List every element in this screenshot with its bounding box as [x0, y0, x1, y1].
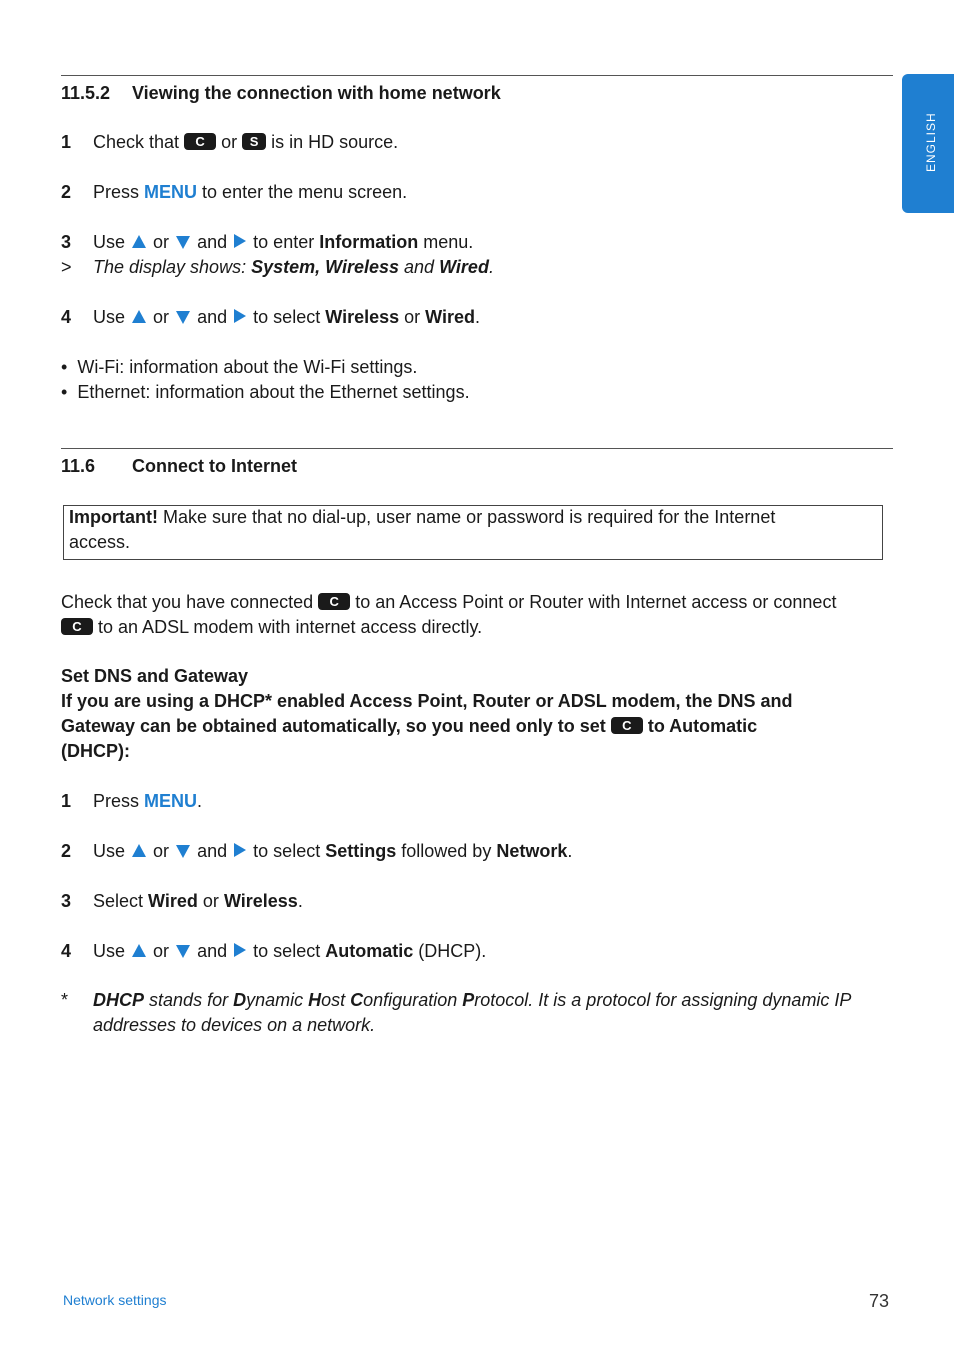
subheading-text: Gateway can be obtained automatically, so you need only to set C to Automatic: [61, 716, 758, 736]
paragraph-cont: C to an ADSL modem with internet access directly.: [61, 617, 482, 638]
connect-c-icon: C: [318, 593, 350, 610]
step-text: Press MENU.: [93, 791, 203, 811]
subheading: Set DNS and Gateway: [61, 666, 249, 686]
paragraph: Check that you have connected C to an Access Point or Router with Internet access or connect: [61, 592, 837, 612]
source-s-icon: S: [242, 133, 266, 150]
footer-section-name: Network settings: [63, 1292, 167, 1308]
step-text: Use or and to select Wireless or Wired.: [93, 307, 481, 327]
menu-key-label: MENU: [144, 182, 198, 202]
right-arrow-icon: [234, 943, 246, 957]
footnote-text-cont: addresses to devices on a network.: [93, 1015, 376, 1035]
step-text: Use or and to select Settings followed by Network.: [93, 841, 573, 861]
menu-key-label: MENU: [144, 791, 198, 811]
step-text: Use or and to select Automatic (DHCP).: [93, 941, 487, 961]
section-title: Connect to Internet: [132, 456, 297, 476]
connect-c-icon: C: [61, 618, 93, 635]
language-label: ENGLISH: [924, 112, 938, 172]
bullet-icon: •: [61, 382, 68, 402]
list-item: • Ethernet: information about the Ethernet settings.: [61, 382, 470, 402]
section-divider: [61, 75, 893, 76]
step-number: 4: [61, 307, 72, 327]
up-arrow-icon: [132, 235, 146, 248]
down-arrow-icon: [176, 945, 190, 958]
connect-c-icon: C: [611, 717, 643, 734]
important-label: Important!: [69, 507, 158, 527]
step-text: Check that C or S is in HD source.: [93, 132, 399, 152]
down-arrow-icon: [176, 311, 190, 324]
section-divider: [61, 448, 893, 449]
important-text: Important! Make sure that no dial-up, user name or password is required for the Internet: [69, 507, 776, 527]
up-arrow-icon: [132, 944, 146, 957]
right-arrow-icon: [234, 309, 246, 323]
subheading-text: If you are using a DHCP* enabled Access Point, Router or ADSL modem, the DNS and: [61, 691, 793, 711]
up-arrow-icon: [132, 310, 146, 323]
down-arrow-icon: [176, 236, 190, 249]
step-number: 3: [61, 232, 72, 252]
footnote-text: DHCP stands for Dynamic Host Configuration Protocol. It is a protocol for assigning dynamic IP: [93, 990, 852, 1010]
step-text: Select Wired or Wireless.: [93, 891, 303, 911]
step-number: 2: [61, 841, 72, 861]
step-number: 1: [61, 132, 72, 152]
up-arrow-icon: [132, 844, 146, 857]
step-number: 3: [61, 891, 72, 911]
section-number: 11.6: [61, 456, 96, 476]
step-text: Press MENU to enter the menu screen.: [93, 182, 408, 202]
section-number: 11.5.2: [61, 83, 111, 103]
step-text: Use or and to enter Information menu.: [93, 232, 474, 252]
footnote-marker: *: [61, 990, 69, 1010]
step-number: 2: [61, 182, 72, 202]
down-arrow-icon: [176, 845, 190, 858]
bullet-icon: •: [61, 357, 68, 377]
section-title: Viewing the connection with home network: [132, 83, 501, 103]
result-text: The display shows: System, Wireless and Wired.: [93, 257, 494, 277]
right-arrow-icon: [234, 234, 246, 248]
result-marker: >: [61, 257, 72, 277]
page-number: 73: [869, 1291, 890, 1311]
important-text-cont: access.: [69, 532, 131, 552]
step-number: 1: [61, 791, 72, 811]
connect-c-icon: C: [184, 133, 216, 150]
subheading-text: (DHCP):: [61, 741, 130, 761]
step-number: 4: [61, 941, 72, 961]
list-item: • Wi-Fi: information about the Wi-Fi settings.: [61, 357, 418, 377]
right-arrow-icon: [234, 843, 246, 857]
